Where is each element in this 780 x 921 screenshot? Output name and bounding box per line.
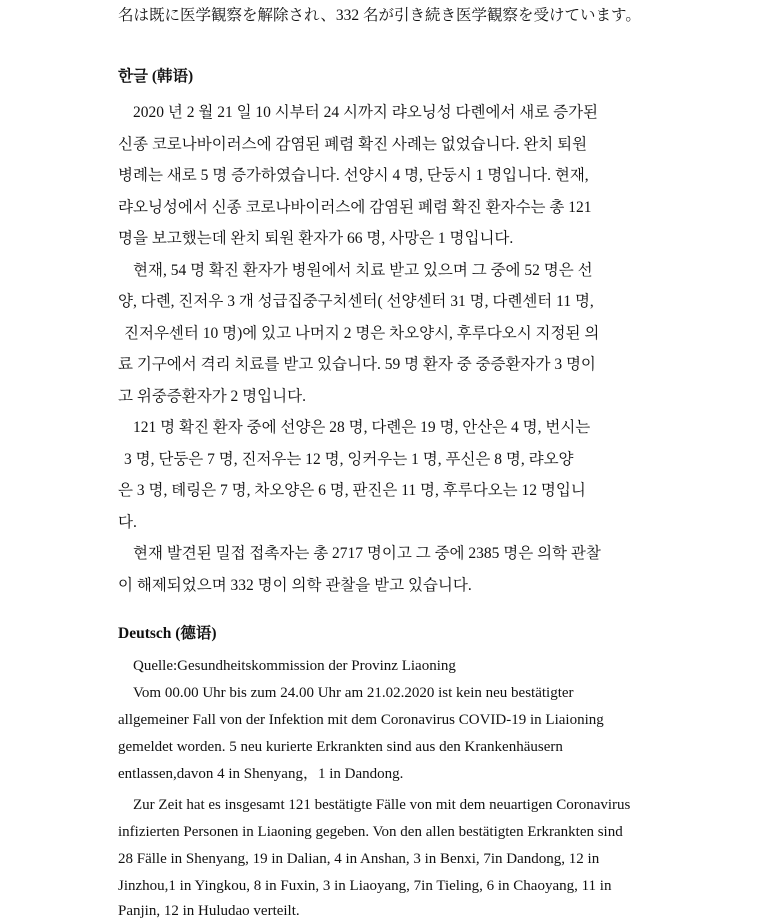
korean-line: 랴오닝성에서 신종 코로나바이러스에 감염된 폐렴 확진 환자수는 총 121 [118, 199, 592, 216]
korean-line: 진저우센터 10 명)에 있고 나머지 2 명은 차오양시, 후루다오시 지정된 의 [124, 325, 600, 342]
german-line: Quelle:Gesundheitskommission der Provinz Liaoning [133, 658, 456, 674]
german-line: infizierten Personen in Liaoning gegeben. Von den allen bestätigten Erkrankten sind [118, 824, 623, 840]
german-line: gemeldet worden. 5 neu kurierte Erkrankten sind aus den Krankenhäusern [118, 739, 563, 755]
korean-heading: 한글 (韩语) [118, 68, 194, 85]
korean-line: 현재, 54 명 확진 환자가 병원에서 치료 받고 있으며 그 중에 52 명은 선 [133, 262, 593, 279]
german-line: Panjin, 12 in Huludao verteilt. [118, 903, 300, 919]
german-line: entlassen,davon 4 in Shenyang，1 in Dandong. [118, 766, 404, 782]
german-line: Vom 00.00 Uhr bis zum 24.00 Uhr am 21.02.2020 ist kein neu bestätigter [133, 685, 574, 701]
korean-line: 3 명, 단둥은 7 명, 진저우는 12 명, 잉커우는 1 명, 푸신은 8 명, 랴오양 [124, 451, 574, 468]
korean-line: 다. [118, 514, 137, 531]
korean-line: 121 명 확진 환자 중에 선양은 28 명, 다롄은 19 명, 안산은 4 명, 번시는 [133, 419, 591, 436]
japanese-text-line: 名は既に医学観察を解除され、332 名が引き続き医学観察を受けています。 [118, 7, 641, 24]
korean-line: 현재 발견된 밀접 접촉자는 총 2717 명이고 그 중에 2385 명은 의학 관찰 [133, 545, 601, 562]
korean-line: 명을 보고했는데 완치 퇴원 환자가 66 명, 사망은 1 명입니다. [118, 230, 514, 247]
korean-line: 2020 년 2 월 21 일 10 시부터 24 시까지 랴오닝성 다롄에서 새로 증가된 [133, 104, 599, 121]
korean-line: 료 기구에서 격리 치료를 받고 있습니다. 59 명 환자 중 중증환자가 3 명이 [118, 356, 596, 373]
german-line: 28 Fälle in Shenyang, 19 in Dalian, 4 in Anshan, 3 in Benxi, 7in Dandong, 12 in [118, 851, 600, 867]
korean-line: 은 3 명, 톄링은 7 명, 차오양은 6 명, 판진은 11 명, 후루다오는 12 명입니 [118, 482, 586, 499]
german-line: allgemeiner Fall von der Infektion mit dem Coronavirus COVID-19 in Liaioning [118, 712, 604, 728]
korean-line: 양, 다롄, 진저우 3 개 성급집중구치센터( 선양센터 31 명, 다롄센터 11 명, [118, 293, 594, 310]
korean-line: 고 위중증환자가 2 명입니다. [118, 388, 306, 405]
german-heading: Deutsch (德语) [118, 625, 217, 642]
korean-line: 병례는 새로 5 명 증가하였습니다. 선양시 4 명, 단둥시 1 명입니다. 현재, [118, 167, 589, 184]
german-line: Zur Zeit hat es insgesamt 121 bestätigte Fälle von mit dem neuartigen Coronavirus [133, 797, 631, 813]
korean-line: 신종 코로나바이러스에 감염된 폐렴 확진 사례는 없었습니다. 완치 퇴원 [118, 136, 588, 153]
german-line: Jinzhou,1 in Yingkou, 8 in Fuxin, 3 in Liaoyang, 7in Tieling, 6 in Chaoyang, 11 in [118, 878, 612, 894]
korean-line: 이 해제되었으며 332 명이 의학 관찰을 받고 있습니다. [118, 577, 472, 594]
